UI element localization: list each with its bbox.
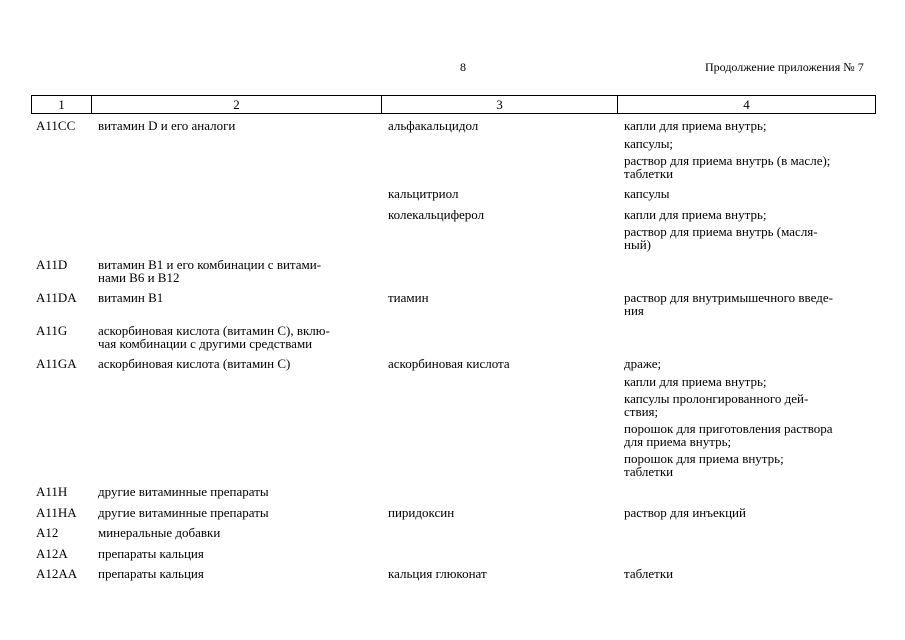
table-header-row [31, 95, 876, 114]
dosage-forms-cell [624, 206, 876, 252]
substance-name [388, 548, 624, 561]
dosage-forms-list [624, 188, 876, 201]
dosage-forms-cell [624, 568, 876, 581]
atc-group-name: препараты кальция [98, 566, 204, 581]
table-row [36, 325, 876, 350]
table-row [36, 188, 876, 201]
dosage-forms-list [624, 504, 876, 520]
atc-code: A11CC [36, 118, 76, 133]
atc-group-name: другие витаминные препараты [98, 504, 269, 520]
substance-name: пиридоксин [388, 504, 455, 520]
substance-name: тиамин [388, 290, 429, 305]
column-header-2: 2 [92, 96, 382, 113]
dosage-form: капли для приема внутрь; [624, 373, 767, 389]
dosage-forms-cell [624, 358, 876, 478]
table-row [36, 568, 876, 581]
dosage-forms-list [624, 358, 876, 478]
dosage-forms-cell [624, 259, 876, 284]
dosage-form: капли для приема внутрь; [624, 206, 767, 222]
atc-group-name: аскорбиновая кислота (витамин С), вклю- чая комбинации с другими средствами [98, 323, 330, 351]
atc-group-name: витамин В1 [98, 290, 164, 305]
atc-group-name: минеральные добавки [98, 525, 221, 540]
dosage-form: порошок для приготовления раствора для приема внутрь; [624, 421, 833, 449]
substance-name: альфакальцидол [388, 118, 479, 133]
substance-name [388, 259, 624, 284]
dosage-form: капсулы пролонгированного дей- ствия; [624, 391, 809, 419]
dosage-forms-cell [624, 486, 876, 499]
dosage-forms-list [624, 206, 876, 252]
atc-group-name [98, 188, 388, 201]
substance-name: колекальциферол [388, 206, 485, 222]
dosage-form: драже; [624, 356, 662, 371]
table-row [36, 259, 876, 284]
dosage-form: раствор для инъекций [624, 504, 746, 520]
dosage-form: раствор для приема внутрь (масля- ный) [624, 224, 818, 252]
atc-code: A12AA [36, 566, 78, 581]
dosage-form: порошок для приема внутрь; таблетки [624, 451, 784, 479]
atc-code: A11GA [36, 356, 77, 371]
atc-code: A11DA [36, 290, 77, 305]
atc-code: A12 [36, 525, 59, 540]
table-row [36, 545, 876, 561]
dosage-form: раствор для приема внутрь (в масле); таблетки [624, 153, 831, 181]
atc-code: A11H [36, 484, 68, 499]
table-row [36, 486, 876, 499]
table-body [36, 120, 876, 589]
atc-group-name: другие витаминные препараты [98, 484, 269, 499]
atc-code [36, 188, 98, 201]
dosage-forms-list [624, 120, 876, 180]
continuation-note: Продолжение приложения № 7 [705, 60, 864, 74]
atc-group-name: препараты кальция [98, 545, 204, 561]
substance-name: кальцитриол [388, 186, 459, 201]
dosage-forms-cell [624, 504, 876, 520]
table-row [36, 206, 876, 252]
table-row [36, 504, 876, 520]
dosage-forms-cell [624, 188, 876, 201]
dosage-forms-cell [624, 292, 876, 317]
dosage-form: таблетки [624, 566, 674, 581]
dosage-forms-list [624, 292, 876, 317]
dosage-forms-list [624, 568, 876, 581]
substance-name [388, 325, 624, 350]
column-header-4: 4 [743, 97, 750, 112]
dosage-forms-cell [624, 325, 876, 350]
column-header-3: 3 [382, 96, 618, 113]
substance-name [388, 486, 624, 499]
dosage-form: капсулы; [624, 135, 674, 151]
table-row [36, 292, 876, 317]
dosage-forms-cell [624, 120, 876, 180]
table-row [36, 527, 876, 540]
atc-code: A11G [36, 323, 68, 338]
atc-group-name: витамин D и его аналоги [98, 118, 236, 133]
dosage-form: капсулы [624, 186, 670, 201]
table-row [36, 358, 876, 478]
dosage-forms-cell [624, 548, 876, 561]
substance-name: аскорбиновая кислота [388, 356, 510, 371]
atc-code: A11D [36, 257, 68, 272]
dosage-form: раствор для внутримышечного введе- ния [624, 290, 833, 318]
dosage-forms-cell [624, 527, 876, 540]
atc-group-name: аскорбиновая кислота (витамин С) [98, 356, 291, 371]
atc-code: A12A [36, 545, 68, 561]
page-number: 8 [460, 60, 466, 74]
atc-group-name [98, 209, 388, 252]
column-header-1: 1 [32, 96, 92, 113]
table-row [36, 120, 876, 180]
atc-code [36, 209, 98, 252]
atc-group-name: витамин В1 и его комбинации с витами- нами В6 и В12 [98, 257, 322, 285]
atc-code: A11HA [36, 504, 77, 520]
substance-name: кальция глюконат [388, 566, 487, 581]
substance-name [388, 527, 624, 540]
dosage-form: капли для приема внутрь; [624, 118, 767, 133]
